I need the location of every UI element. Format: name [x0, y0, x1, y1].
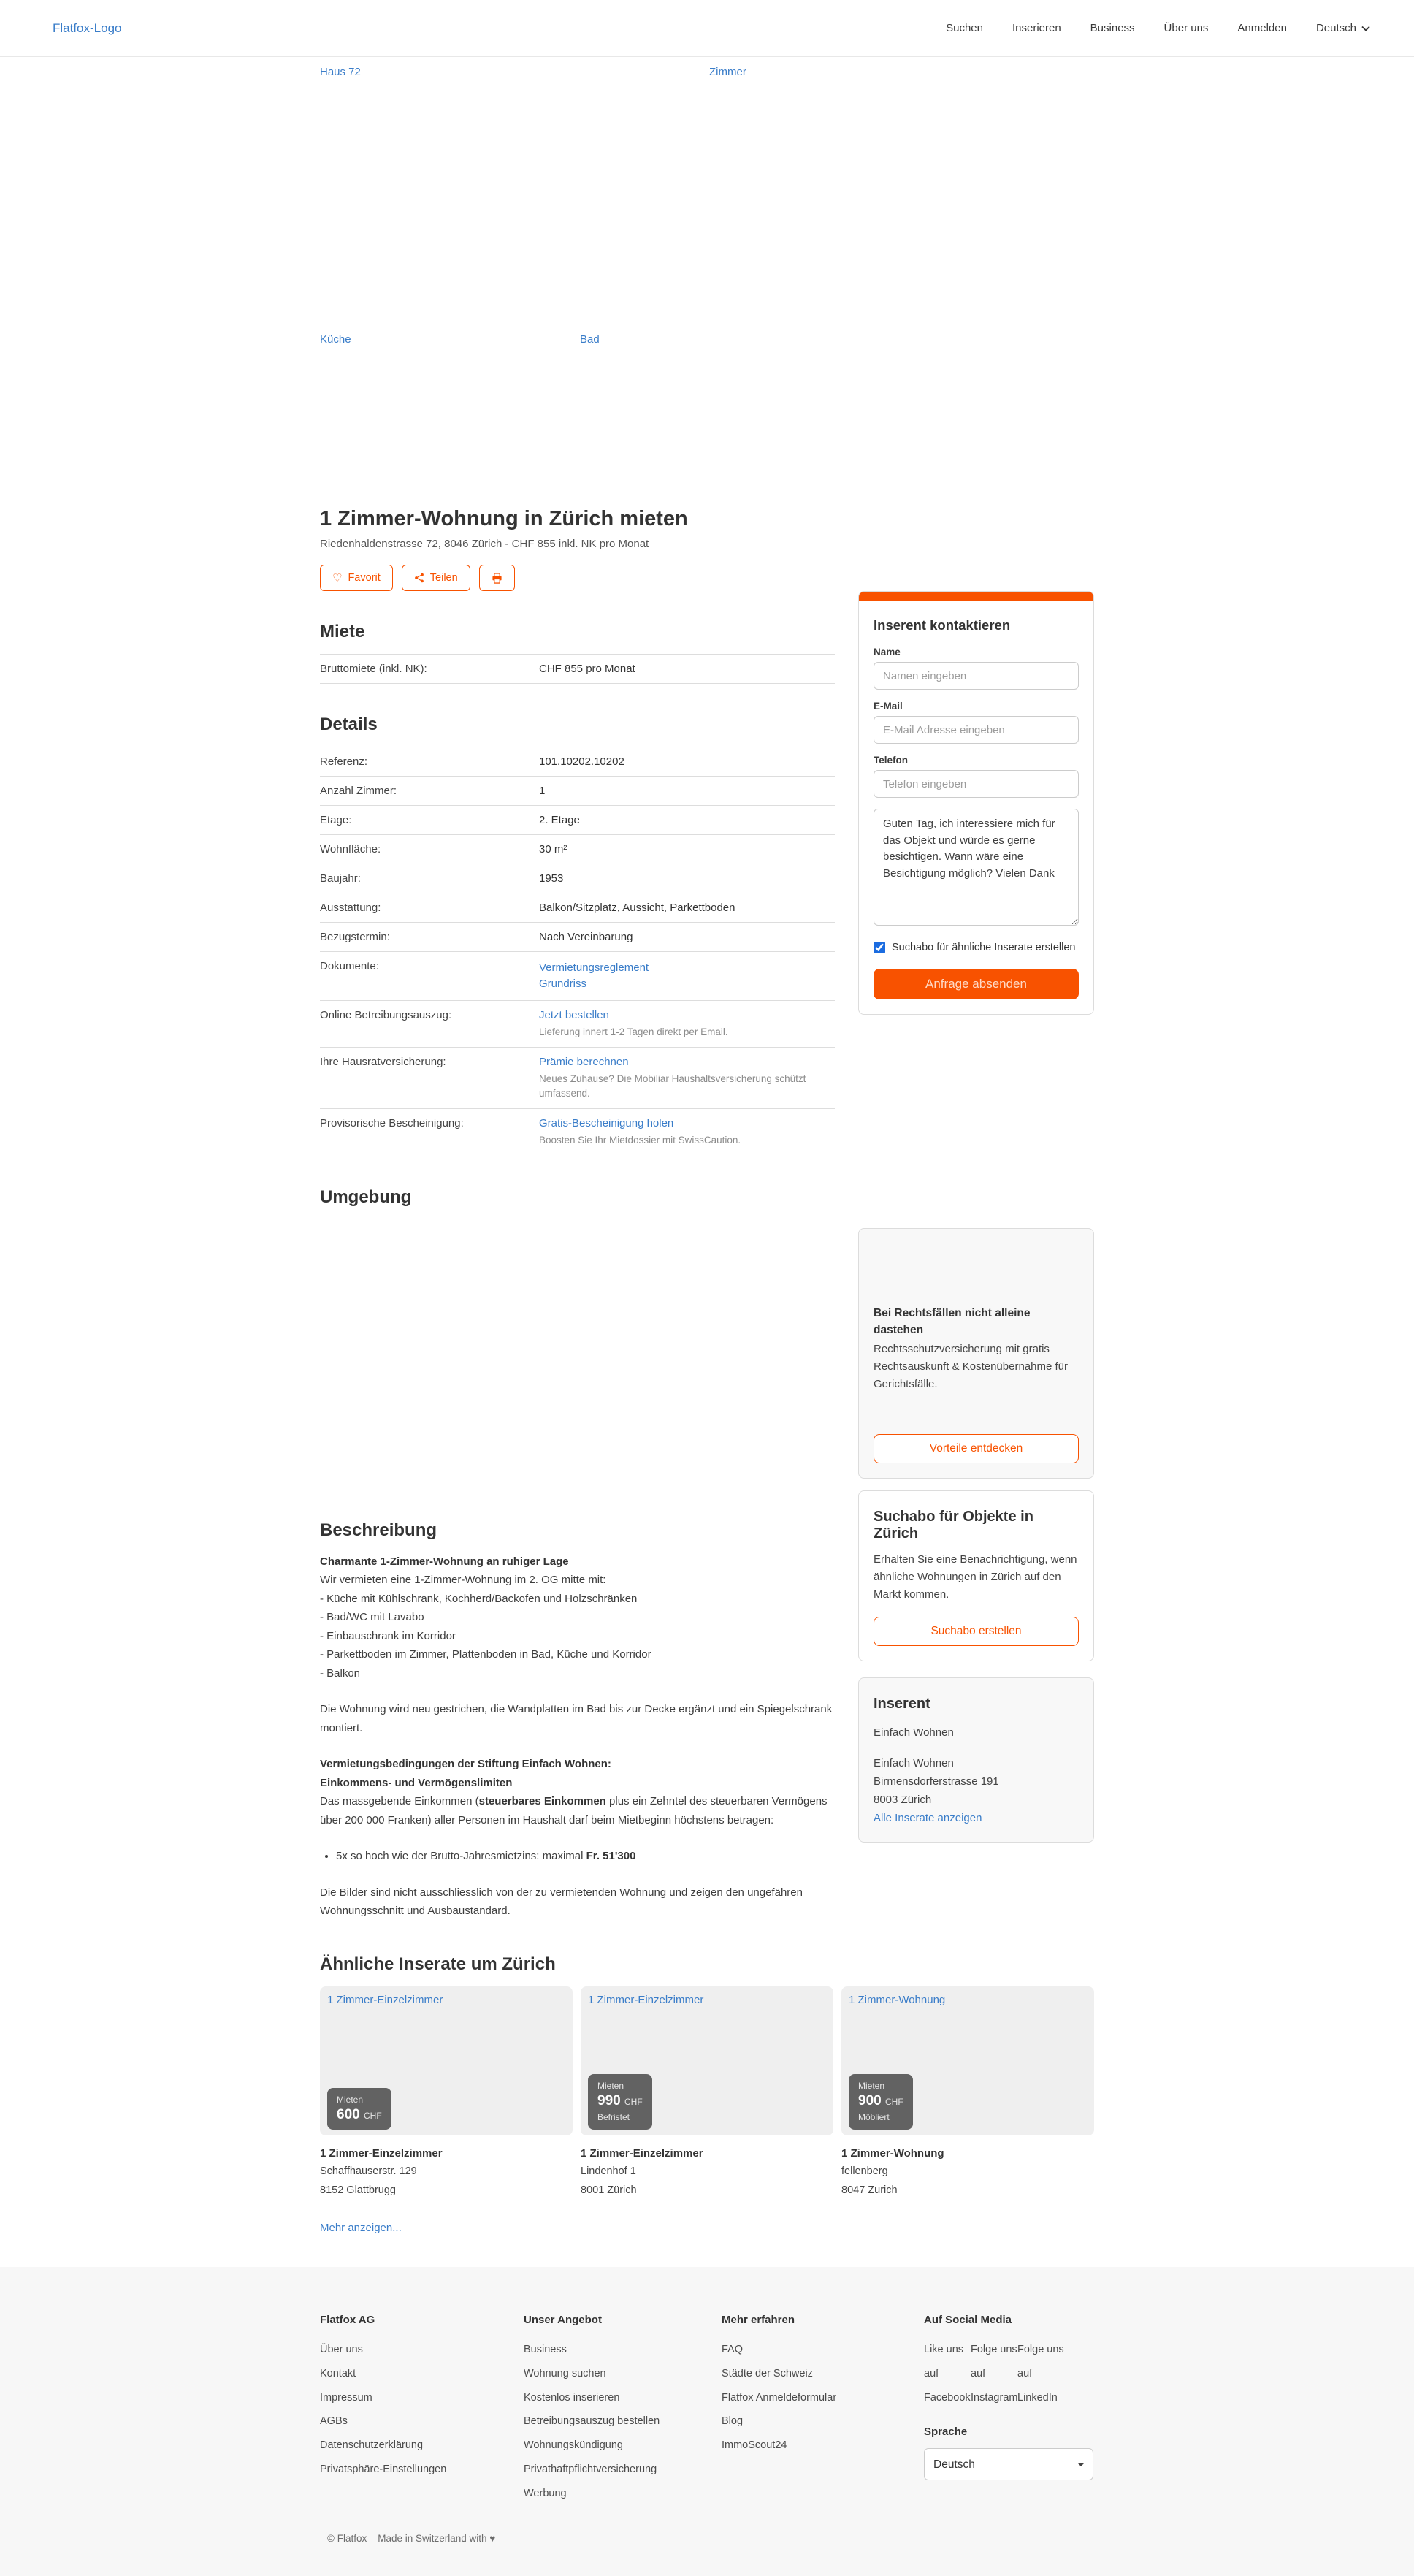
favorite-button[interactable] [320, 565, 393, 591]
advertiser-address-line: 8003 Zürich [874, 1793, 932, 1806]
listing-card-title[interactable]: 1 Zimmer-Einzelzimmer [581, 2146, 703, 2160]
page-footer [0, 2267, 1414, 2576]
vorteile-entdecken-button[interactable]: Vorteile entdecken [874, 1434, 1079, 1463]
listing-card-address: Lindenhof 1 [581, 2165, 636, 2178]
description-line: - Balkon [320, 1666, 361, 1680]
top-navigation-bar [0, 0, 1414, 57]
promo-title: Bei Rechtsfällen nicht alleine dastehen [874, 1307, 1031, 1337]
description-section [320, 1520, 835, 1921]
footer-link[interactable]: FAQ [722, 2344, 744, 2355]
row-value: Nach Vereinbarung [539, 931, 633, 943]
share-label: Teilen [429, 572, 458, 584]
conditions-item: • 5x so hoch wie der Brutto-Jahresmietzins: maximal Fr. 51'300 [336, 1847, 835, 1866]
image-gallery [320, 57, 1094, 473]
price-badge: Mieten 900 CHF Möbliert [849, 2074, 913, 2130]
row-label: Ausstattung: [320, 902, 381, 914]
similar-listings-section [320, 1954, 1094, 2235]
miete-heading: Miete [320, 622, 365, 641]
description-paragraph: Die Bilder sind nicht ausschliesslich von der zu vermietenden Wohnung und zeigen den ungefähren Wohnungsschnitt und Ausbaustandard. [320, 1886, 803, 1918]
image-alt-text: 1 Zimmer-Einzelzimmer [588, 1993, 704, 2006]
linkedin-link[interactable]: Folge uns auf LinkedIn [1017, 2344, 1064, 2404]
gallery-image[interactable] [580, 330, 840, 473]
copyright-text: © Flatfox – Made in Switzerland with ♥ [327, 2533, 496, 2545]
footer-column-erfahren: Mehr erfahren FAQ Städte der Schweiz Flatfox Anmeldeformular Blog ImmoScout24 [722, 2314, 924, 2505]
chevron-down-icon [1361, 26, 1370, 31]
suchabo-text: Erhalten Sie eine Benachrichtigung, wenn ähnliche Wohnungen in Zürich auf den Markt kommen. [874, 1552, 1077, 1601]
footer-link[interactable]: Business [524, 2344, 567, 2355]
phone-label: Telefon [874, 755, 908, 766]
table-row [320, 655, 835, 684]
listing-card-address: fellenberg [841, 2165, 888, 2178]
listing-card [320, 1986, 573, 2200]
footer-column-angebot: Unser Angebot Business Wohnung suchen Kostenlos inserieren Betreibungsauszug bestellen Wohnungskündigung Privathaftpflichtversicherung Werbung [524, 2314, 722, 2505]
description-line: - Küche mit Kühlschrank, Kochherd/Backofen und Holzschränken [320, 1592, 638, 1605]
details-heading: Details [320, 715, 378, 734]
footer-link[interactable]: Kontakt [320, 2367, 356, 2379]
listing-actions [320, 565, 1094, 591]
footer-link[interactable]: Über uns [320, 2344, 363, 2355]
price-badge: Mieten 600 CHF [327, 2088, 391, 2130]
row-label: Dokumente: [320, 960, 379, 972]
footer-link[interactable]: AGBs [320, 2415, 348, 2428]
row-label: Etage: [320, 814, 352, 826]
row-value: 1 [539, 785, 546, 797]
listing-card-city: 8152 Glattbrugg [320, 2184, 396, 2196]
promo-text: Rechtsschutzversicherung mit gratis Rechtsauskunft & Kostenübernahme für Gerichtsfälle. [874, 1342, 1068, 1390]
table-row [320, 835, 835, 864]
footer-link[interactable]: Blog [722, 2415, 744, 2428]
image-alt-text: Küche [320, 333, 351, 346]
footer-link[interactable]: Wohnung suchen [524, 2367, 606, 2379]
contact-form-card [858, 591, 1094, 1015]
send-request-button[interactable]: Anfrage absenden [874, 969, 1079, 999]
advertiser-card [858, 1677, 1094, 1843]
name-field[interactable] [874, 662, 1079, 690]
description-line: Wir vermieten eine 1-Zimmer-Wohnung im 2. OG mitte mit: [320, 1574, 606, 1587]
row-note: Neues Zuhause? Die Mobiliar Haushaltsversicherung schützt umfassend. [539, 1073, 806, 1099]
row-label: Referenz: [320, 755, 368, 768]
favorite-label: Favorit [348, 572, 381, 584]
footer-link[interactable]: ImmoScout24 [722, 2439, 787, 2452]
description-line: - Parkettboden im Zimmer, Plattenboden in Bad, Küche und Korridor [320, 1648, 651, 1661]
listing-card-title[interactable]: 1 Zimmer-Einzelzimmer [320, 2146, 443, 2160]
row-label: Anzahl Zimmer: [320, 785, 397, 797]
listing-card-image[interactable] [320, 1986, 573, 2135]
instagram-link[interactable]: Folge uns auf Instagram [971, 2344, 1018, 2404]
image-alt-text: Bad [580, 333, 600, 346]
nav-inserieren[interactable]: Inserieren [1012, 22, 1061, 34]
footer-link[interactable]: Privathaftpflichtversicherung [524, 2463, 657, 2475]
description-paragraph: Die Wohnung wird neu gestrichen, die Wandplatten im Bad bis zur Decke ergänzt und ein Spiegelschrank montiert. [320, 1703, 833, 1734]
footer-link[interactable]: Privatsphäre-Einstellungen [320, 2463, 447, 2475]
show-more-link[interactable]: Mehr anzeigen... [320, 2222, 402, 2234]
phone-field[interactable] [874, 770, 1079, 798]
table-row [320, 806, 835, 835]
footer-link[interactable]: Datenschutzerklärung [320, 2439, 424, 2452]
row-label: Ihre Hausratversicherung: [320, 1056, 446, 1069]
email-field[interactable] [874, 716, 1079, 744]
conditions-list [324, 1847, 835, 1866]
nav-ueber-uns[interactable]: Über uns [1163, 22, 1209, 34]
printer-icon [492, 573, 502, 584]
grundriss-link[interactable]: Grundriss [539, 977, 587, 990]
table-row [320, 1048, 835, 1109]
footer-link[interactable]: Wohnungskündigung [524, 2439, 623, 2452]
row-value: Balkon/Sitzplatz, Aussicht, Parkettboden [539, 902, 735, 914]
vermietungsreglement-link[interactable]: Vermietungsreglement [539, 961, 649, 974]
footer-column-flatfox: Flatfox AG Über uns Kontakt Impressum AGBs Datenschutzerklärung Privatsphäre-Einstellungen [320, 2314, 524, 2505]
row-label: Bruttomiete (inkl. NK): [320, 663, 427, 675]
table-row [320, 747, 835, 777]
table-row [320, 893, 835, 923]
suchabo-checkbox-row [874, 940, 1079, 956]
language-menu[interactable] [1316, 22, 1370, 34]
facebook-link[interactable]: Like uns auf Facebook [924, 2344, 971, 2404]
listing-card-image[interactable] [581, 1986, 833, 2135]
description-line: - Einbauschrank im Korridor [320, 1629, 456, 1642]
table-row [320, 923, 835, 952]
main-nav [917, 22, 1370, 34]
conditions-title: Vermietungsbedingungen der Stiftung Einfach Wohnen: [320, 1758, 611, 1771]
suchabo-card [858, 1490, 1094, 1661]
gallery-image[interactable] [320, 330, 580, 473]
advertiser-address-line: Einfach Wohnen [874, 1757, 954, 1770]
umgebung-heading: Umgebung [320, 1186, 412, 1207]
suchabo-checkbox[interactable] [874, 942, 885, 953]
listing-card-title[interactable]: 1 Zimmer-Wohnung [841, 2146, 944, 2160]
row-value: 1953 [539, 872, 564, 885]
language-label: Deutsch [1315, 22, 1356, 34]
accent-bar [859, 592, 1093, 601]
footer-column-social: Auf Social Media Like uns auf Facebook Folge uns auf Instagram Folge uns auf LinkedIn Sprache Deutsch [924, 2314, 1094, 2505]
language-section-label: Sprache [924, 2426, 968, 2439]
map-placeholder [320, 1219, 835, 1490]
image-alt-text: 1 Zimmer-Einzelzimmer [327, 1993, 443, 2006]
listing-card-city: 8001 Zürich [581, 2184, 637, 2196]
similar-heading: Ähnliche Inserate um Zürich [320, 1954, 556, 1974]
listing-card [581, 1986, 833, 2200]
suchabo-title: Suchabo für Objekte in Zürich [874, 1508, 1033, 1542]
listing-card-image[interactable] [841, 1986, 1094, 2135]
nav-suchen[interactable]: Suchen [946, 22, 983, 34]
suchabo-checkbox-label: Suchabo für ähnliche Inserate erstellen [892, 942, 1076, 953]
row-note: Lieferung innert 1-2 Tagen direkt per Email. [539, 1026, 728, 1037]
income-text: plus ein Zehntel des steuerbaren Vermögens über 200 000 Franken) aller Personen im Haushalt darf beim Mietbeginn höchstens betragen: [320, 1795, 828, 1826]
gratis-bescheinigung-link[interactable]: Gratis-Bescheinigung holen [539, 1117, 674, 1130]
listing-card-address: Schaffhauserstr. 129 [320, 2165, 417, 2178]
jetzt-bestellen-link[interactable]: Jetzt bestellen [539, 1008, 609, 1021]
beschreibung-heading: Beschreibung [320, 1520, 437, 1540]
suchabo-erstellen-button[interactable]: Suchabo erstellen [874, 1617, 1079, 1646]
name-label: Name [874, 647, 901, 658]
row-value: 2. Etage [539, 814, 580, 826]
advertiser-heading: Inserent [874, 1695, 930, 1712]
footer-link[interactable]: Städte der Schweiz [722, 2367, 813, 2379]
table-row [320, 1001, 835, 1048]
listing-subtitle: Riedenhaldenstrasse 72, 8046 Zürich - CHF 855 inkl. NK pro Monat [320, 538, 649, 550]
share-icon [414, 573, 424, 583]
praemie-berechnen-link[interactable]: Prämie berechnen [539, 1056, 629, 1069]
advertiser-name: Einfach Wohnen [874, 1726, 954, 1739]
print-button[interactable] [479, 565, 515, 591]
description-intro-title: Charmante 1-Zimmer-Wohnung an ruhiger Lage [320, 1555, 569, 1568]
language-select[interactable] [924, 2448, 1093, 2480]
row-value: CHF 855 pro Monat [539, 663, 635, 675]
gallery-image[interactable] [320, 63, 709, 320]
table-row [320, 864, 835, 893]
table-row [320, 1109, 835, 1156]
listing-card-city: 8047 Zurich [841, 2184, 898, 2196]
alle-inserate-link[interactable]: Alle Inserate anzeigen [874, 1811, 982, 1824]
table-row [320, 952, 835, 1001]
image-alt-text: 1 Zimmer-Wohnung [849, 1993, 946, 2006]
price-badge: Mieten 990 CHF Befristet [588, 2074, 652, 2130]
description-line: - Bad/WC mit Lavabo [320, 1611, 424, 1624]
email-label: E-Mail [874, 701, 903, 712]
promo-image-placeholder [874, 1243, 1079, 1305]
row-value: 30 m² [539, 843, 567, 856]
image-alt-text: Zimmer [709, 66, 746, 78]
row-label: Bezugstermin: [320, 931, 390, 943]
nav-business[interactable]: Business [1090, 22, 1135, 34]
row-label: Baujahr: [320, 872, 361, 885]
advertiser-address-line: Birmensdorferstrasse 191 [874, 1775, 999, 1788]
row-label: Provisorische Bescheinigung: [320, 1117, 464, 1130]
table-row [320, 777, 835, 806]
miete-table [320, 654, 835, 684]
row-label: Wohnfläche: [320, 843, 381, 856]
gallery-image[interactable] [709, 63, 1094, 320]
legal-insurance-card [858, 1228, 1094, 1479]
heart-icon: ♡ [332, 571, 343, 584]
conditions-subtitle: Einkommens- und Vermögenslimiten [320, 1776, 513, 1789]
row-label: Online Betreibungsauszug: [320, 1008, 452, 1021]
row-value: 101.10202.10202 [539, 755, 624, 768]
income-text: Das massgebende Einkommen ( [320, 1795, 479, 1808]
row-note: Boosten Sie Ihr Mietdossier mit SwissCaution. [539, 1135, 741, 1146]
footer-link[interactable]: Kostenlos inserieren [524, 2391, 620, 2404]
listing-card [841, 1986, 1094, 2200]
footer-link[interactable]: Flatfox Anmeldeformular [722, 2391, 837, 2404]
contact-form-heading: Inserent kontaktieren [874, 617, 1011, 633]
message-textarea[interactable] [874, 809, 1079, 926]
footer-link[interactable]: Betreibungsauszug bestellen [524, 2415, 660, 2428]
image-alt-text: Haus 72 [320, 66, 361, 78]
income-bold: steuerbares Einkommen [478, 1795, 606, 1808]
details-table [320, 747, 835, 1156]
nav-anmelden[interactable]: Anmelden [1237, 22, 1287, 34]
share-button[interactable] [402, 565, 470, 591]
flatfox-logo[interactable]: Flatfox-Logo [53, 20, 122, 35]
footer-link[interactable]: Impressum [320, 2391, 372, 2404]
footer-link[interactable]: Werbung [524, 2487, 567, 2499]
page-title: 1 Zimmer-Wohnung in Zürich mieten [320, 507, 688, 530]
